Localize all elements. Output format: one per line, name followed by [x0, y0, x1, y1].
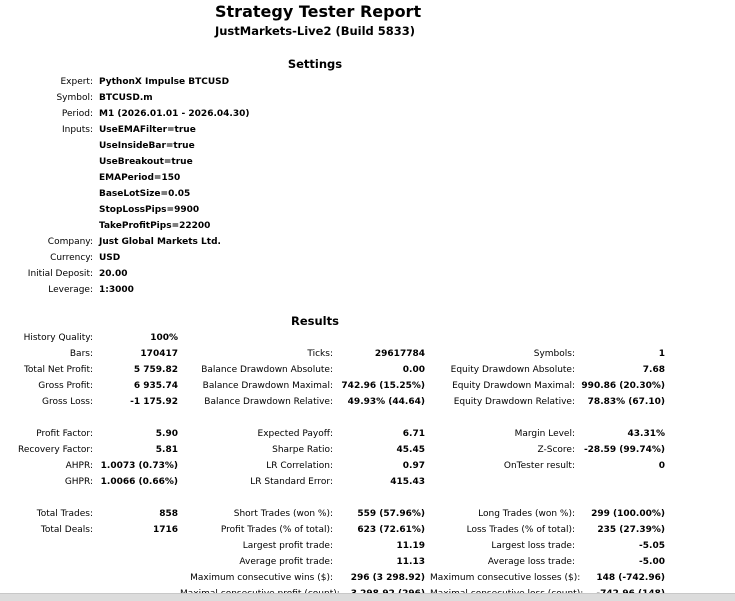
- settings-value: PythonX Impulse BTCUSD: [99, 77, 230, 87]
- report-title: Strategy Tester Report: [215, 2, 422, 21]
- history-quality-label: History Quality:: [23, 333, 93, 343]
- settings-value: UseInsideBar=true: [99, 141, 195, 151]
- result-value: 170417: [140, 349, 178, 359]
- result-label: Margin Level:: [514, 429, 575, 439]
- settings-label: Initial Deposit:: [27, 269, 93, 279]
- settings-value: TakeProfitPips=22200: [99, 221, 211, 231]
- settings-value: UseBreakout=true: [99, 157, 193, 167]
- result-value: 0: [658, 461, 665, 471]
- settings-label: Currency:: [50, 253, 93, 263]
- settings-value: USD: [99, 253, 121, 263]
- result-label: Gross Profit:: [38, 381, 93, 391]
- result-value: 559 (57.96%): [357, 509, 425, 519]
- result-label: Equity Drawdown Relative:: [453, 397, 575, 407]
- result-value: 6 935.74: [133, 381, 178, 391]
- result-value: -5.05: [639, 541, 665, 551]
- result-label: Sharpe Ratio:: [272, 445, 333, 455]
- result-value: 6.71: [402, 429, 425, 439]
- result-value: 148 (-742.96): [596, 573, 665, 583]
- result-value: 11.19: [396, 541, 425, 551]
- result-value: 5 759.82: [133, 365, 178, 375]
- result-label: Maximum consecutive losses ($):: [430, 573, 581, 583]
- settings-value: UseEMAFilter=true: [99, 125, 196, 135]
- result-label: AHPR:: [65, 461, 93, 471]
- settings-heading: Settings: [287, 57, 343, 71]
- result-value: -28.59 (99.74%): [583, 445, 665, 455]
- result-value: 296 (3 298.92): [350, 573, 425, 583]
- settings-label: Symbol:: [56, 93, 93, 103]
- settings-label: Inputs:: [61, 125, 93, 135]
- result-label: Z-Score:: [537, 445, 575, 455]
- result-value: 1716: [152, 525, 178, 535]
- result-value: 415.43: [390, 477, 425, 487]
- settings-value: Just Global Markets Ltd.: [99, 237, 221, 247]
- result-value: 43.31%: [627, 429, 665, 439]
- result-value: 858: [159, 509, 178, 519]
- settings-label: Period:: [61, 109, 93, 119]
- result-label: Total Deals:: [40, 525, 93, 535]
- result-value: 49.93% (44.64): [347, 397, 425, 407]
- settings-value: EMAPeriod=150: [99, 173, 181, 183]
- result-value: 1: [658, 349, 665, 359]
- result-value: 0.97: [402, 461, 425, 471]
- result-value: -5.00: [639, 557, 665, 567]
- result-value: 235 (27.39%): [597, 525, 665, 535]
- settings-label: Leverage:: [48, 285, 93, 295]
- result-label: Equity Drawdown Absolute:: [450, 365, 575, 375]
- result-label: Total Net Profit:: [23, 365, 93, 375]
- result-value: 7.68: [642, 365, 665, 375]
- result-label: Average profit trade:: [239, 557, 333, 567]
- result-label: Balance Drawdown Absolute:: [201, 365, 333, 375]
- result-label: LR Standard Error:: [250, 477, 333, 487]
- result-label: Balance Drawdown Relative:: [204, 397, 333, 407]
- result-label: Total Trades:: [36, 509, 93, 519]
- result-value: 1.0066 (0.66%): [100, 477, 178, 487]
- result-value: 29617784: [374, 349, 425, 359]
- settings-value: 20.00: [99, 269, 128, 279]
- result-value: 78.83% (67.10): [587, 397, 665, 407]
- result-label: Balance Drawdown Maximal:: [202, 381, 333, 391]
- result-value: 742.96 (15.25%): [341, 381, 425, 391]
- report-subtitle: JustMarkets-Live2 (Build 5833): [214, 24, 416, 38]
- result-label: Expected Payoff:: [257, 429, 333, 439]
- history-quality-value: 100%: [150, 333, 178, 343]
- result-label: OnTester result:: [503, 461, 575, 471]
- settings-value: BaseLotSize=0.05: [99, 189, 191, 199]
- result-label: Long Trades (won %):: [478, 509, 575, 519]
- result-label: Profit Trades (% of total):: [220, 525, 333, 535]
- result-label: Profit Factor:: [36, 429, 93, 439]
- result-value: 11.13: [396, 557, 425, 567]
- results-heading: Results: [291, 314, 339, 328]
- result-label: Bars:: [69, 349, 93, 359]
- result-value: 623 (72.61%): [357, 525, 425, 535]
- result-label: GHPR:: [64, 477, 93, 487]
- result-label: Short Trades (won %):: [233, 509, 333, 519]
- settings-value: 1:3000: [99, 285, 134, 295]
- settings-value: StopLossPips=9900: [99, 205, 200, 215]
- settings-value: M1 (2026.01.01 - 2026.04.30): [99, 109, 250, 119]
- result-label: Gross Loss:: [42, 397, 93, 407]
- result-label: Equity Drawdown Maximal:: [452, 381, 575, 391]
- result-label: Largest profit trade:: [242, 541, 333, 551]
- result-value: 45.45: [396, 445, 425, 455]
- result-label: Loss Trades (% of total):: [466, 525, 575, 535]
- result-label: LR Correlation:: [266, 461, 333, 471]
- result-value: 990.86 (20.30%): [581, 381, 665, 391]
- result-value: 299 (100.00%): [591, 509, 665, 519]
- result-label: Average loss trade:: [487, 557, 575, 567]
- result-label: Ticks:: [307, 349, 333, 359]
- settings-label: Company:: [47, 237, 93, 247]
- result-label: Recovery Factor:: [17, 445, 93, 455]
- result-value: 5.90: [155, 429, 178, 439]
- result-value: 0.00: [402, 365, 425, 375]
- result-label: Symbols:: [533, 349, 575, 359]
- result-label: Largest loss trade:: [491, 541, 575, 551]
- result-value: 5.81: [155, 445, 178, 455]
- result-value: -1 175.92: [130, 397, 178, 407]
- result-label: Maximum consecutive wins ($):: [190, 573, 333, 583]
- settings-label: Expert:: [60, 77, 93, 87]
- settings-value: BTCUSD.m: [99, 93, 153, 103]
- result-value: 1.0073 (0.73%): [100, 461, 178, 471]
